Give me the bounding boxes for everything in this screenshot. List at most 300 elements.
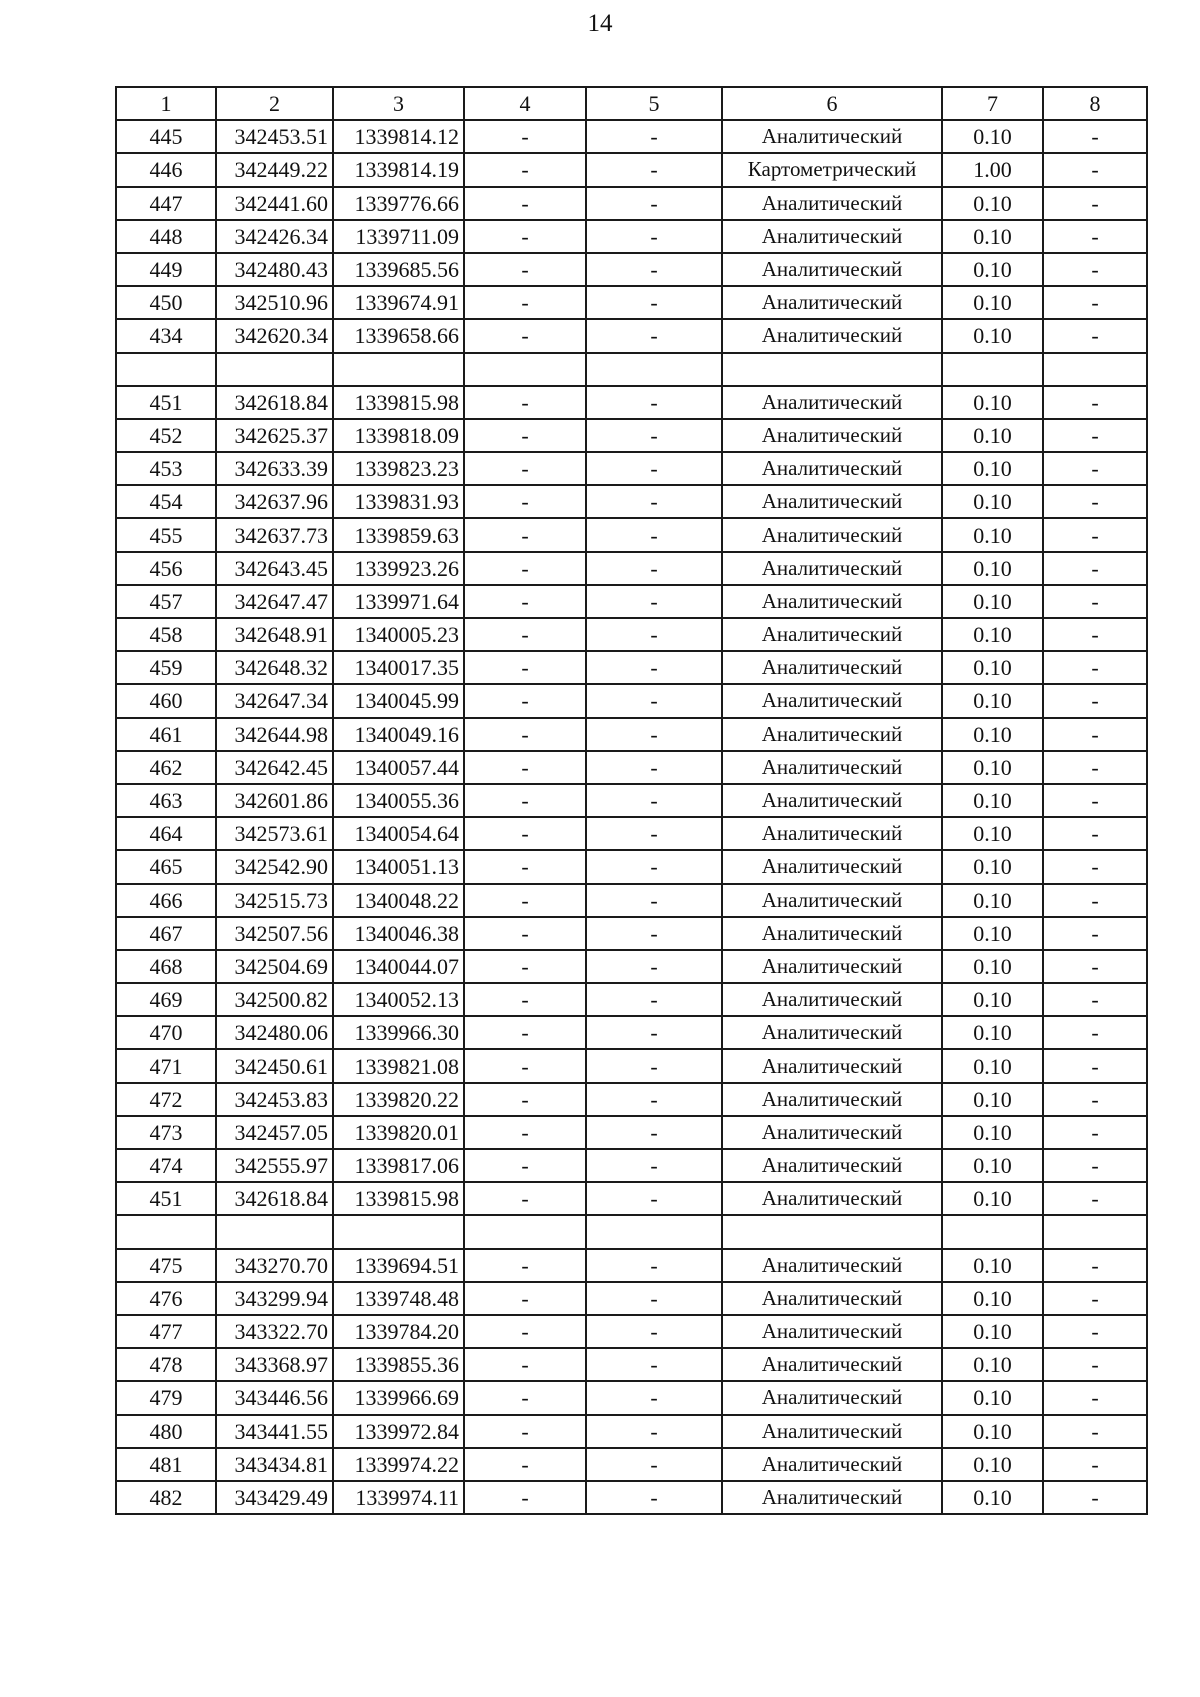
table-row [116,618,1147,651]
col-8-value-cell [1043,1215,1147,1248]
col-4-value-cell: - [464,1249,586,1282]
col-8-value-cell: - [1043,1381,1147,1414]
col-4-value-cell: - [464,1116,586,1149]
col-4-value-cell: - [464,1415,586,1448]
y-coordinate-cell: 1339815.98 [333,1182,464,1215]
point-number-cell: 459 [116,651,216,684]
col-8-value-cell: - [1043,1083,1147,1116]
col-4-value-cell: - [464,485,586,518]
col-8-value-cell: - [1043,1481,1147,1514]
col-4-value-cell: - [464,1083,586,1116]
y-coordinate-cell: 1339823.23 [333,452,464,485]
col-5-value-cell: - [586,1182,722,1215]
table-row [116,850,1147,883]
x-coordinate-cell: 342457.05 [216,1116,333,1149]
col-5-value-cell: - [586,220,722,253]
y-coordinate-cell: 1339814.12 [333,120,464,153]
method-cell: Аналитический [722,684,942,717]
point-number-cell: 450 [116,286,216,319]
table-row [116,319,1147,352]
col-4-value-cell: - [464,253,586,286]
x-coordinate-cell: 343368.97 [216,1348,333,1381]
table-row [116,518,1147,551]
method-cell: Аналитический [722,850,942,883]
accuracy-cell: 0.10 [942,319,1043,352]
point-number-cell: 468 [116,950,216,983]
col-5-value-cell: - [586,751,722,784]
y-coordinate-cell: 1339966.69 [333,1381,464,1414]
col-4-value-cell: - [464,319,586,352]
y-coordinate-cell: 1340044.07 [333,950,464,983]
y-coordinate-cell: 1339971.64 [333,585,464,618]
col-5-value-cell: - [586,1149,722,1182]
x-coordinate-cell: 342642.45 [216,751,333,784]
col-5-value-cell: - [586,950,722,983]
col-5-value-cell: - [586,419,722,452]
col-4-value-cell: - [464,950,586,983]
point-number-cell: 465 [116,850,216,883]
accuracy-cell: 0.10 [942,1149,1043,1182]
col-5-value-cell: - [586,485,722,518]
method-cell: Аналитический [722,1415,942,1448]
y-coordinate-cell: 1339815.98 [333,386,464,419]
table-row [116,1415,1147,1448]
point-number-cell: 481 [116,1448,216,1481]
x-coordinate-cell: 342625.37 [216,419,333,452]
table-row [116,153,1147,186]
col-4-value-cell: - [464,1016,586,1049]
col-4-value-cell: - [464,552,586,585]
col-5-value-cell: - [586,120,722,153]
method-cell: Аналитический [722,1282,942,1315]
col-4-value-cell: - [464,452,586,485]
x-coordinate-cell: 342637.96 [216,485,333,518]
point-number-cell: 461 [116,718,216,751]
point-number-cell: 453 [116,452,216,485]
y-coordinate-cell [333,1215,464,1248]
point-number-cell: 464 [116,817,216,850]
accuracy-cell: 0.10 [942,817,1043,850]
accuracy-cell: 0.10 [942,120,1043,153]
col-4-value-cell: - [464,751,586,784]
x-coordinate-cell: 343429.49 [216,1481,333,1514]
point-number-cell: 460 [116,684,216,717]
col-5-value-cell [586,1215,722,1248]
point-number-cell: 476 [116,1282,216,1315]
method-cell: Аналитический [722,585,942,618]
header-cell: 7 [942,87,1043,120]
y-coordinate-cell: 1339817.06 [333,1149,464,1182]
col-8-value-cell: - [1043,1282,1147,1315]
point-number-cell: 456 [116,552,216,585]
col-8-value-cell: - [1043,651,1147,684]
col-8-value-cell: - [1043,884,1147,917]
table-row [116,1182,1147,1215]
col-8-value-cell: - [1043,1448,1147,1481]
col-8-value-cell: - [1043,1149,1147,1182]
col-5-value-cell: - [586,684,722,717]
table-row [116,718,1147,751]
point-number-cell: 446 [116,153,216,186]
accuracy-cell: 0.10 [942,917,1043,950]
point-number-cell: 447 [116,187,216,220]
x-coordinate-cell: 342480.43 [216,253,333,286]
y-coordinate-cell: 1339972.84 [333,1415,464,1448]
y-coordinate-cell: 1340055.36 [333,784,464,817]
method-cell: Аналитический [722,1083,942,1116]
method-cell: Аналитический [722,1315,942,1348]
x-coordinate-cell: 343441.55 [216,1415,333,1448]
col-5-value-cell: - [586,552,722,585]
accuracy-cell: 0.10 [942,751,1043,784]
table-row [116,817,1147,850]
col-8-value-cell: - [1043,784,1147,817]
y-coordinate-cell: 1339694.51 [333,1249,464,1282]
x-coordinate-cell: 342450.61 [216,1049,333,1082]
y-coordinate-cell: 1339974.11 [333,1481,464,1514]
col-8-value-cell: - [1043,1049,1147,1082]
accuracy-cell: 0.10 [942,1016,1043,1049]
col-5-value-cell: - [586,1049,722,1082]
col-5-value-cell: - [586,1249,722,1282]
col-8-value-cell: - [1043,286,1147,319]
col-8-value-cell: - [1043,120,1147,153]
header-cell: 6 [722,87,942,120]
col-5-value-cell: - [586,1083,722,1116]
table-row [116,1282,1147,1315]
table-row [116,1083,1147,1116]
point-number-cell: 463 [116,784,216,817]
point-number-cell: 482 [116,1481,216,1514]
point-number-cell: 455 [116,518,216,551]
x-coordinate-cell: 343270.70 [216,1249,333,1282]
col-8-value-cell: - [1043,850,1147,883]
x-coordinate-cell: 342480.06 [216,1016,333,1049]
col-8-value-cell: - [1043,983,1147,1016]
point-number-cell: 478 [116,1348,216,1381]
col-5-value-cell: - [586,884,722,917]
y-coordinate-cell [333,353,464,386]
method-cell: Аналитический [722,187,942,220]
col-4-value-cell: - [464,220,586,253]
col-5-value-cell: - [586,917,722,950]
col-5-value-cell: - [586,1116,722,1149]
table-row [116,784,1147,817]
accuracy-cell: 0.10 [942,386,1043,419]
point-number-cell: 477 [116,1315,216,1348]
table-row [116,751,1147,784]
col-4-value-cell: - [464,153,586,186]
point-number-cell: 473 [116,1116,216,1149]
method-cell: Аналитический [722,751,942,784]
table-row [116,585,1147,618]
method-cell: Аналитический [722,950,942,983]
accuracy-cell: 0.10 [942,419,1043,452]
page-number: 14 [587,10,613,37]
method-cell: Аналитический [722,1116,942,1149]
col-4-value-cell: - [464,983,586,1016]
method-cell: Аналитический [722,817,942,850]
y-coordinate-cell: 1339859.63 [333,518,464,551]
point-number-cell [116,1215,216,1248]
point-number-cell: 448 [116,220,216,253]
table-row [116,452,1147,485]
x-coordinate-cell: 343299.94 [216,1282,333,1315]
y-coordinate-cell: 1339748.48 [333,1282,464,1315]
col-8-value-cell: - [1043,187,1147,220]
col-8-value-cell: - [1043,452,1147,485]
x-coordinate-cell: 342644.98 [216,718,333,751]
col-5-value-cell: - [586,983,722,1016]
y-coordinate-cell: 1339674.91 [333,286,464,319]
accuracy-cell: 0.10 [942,1049,1043,1082]
accuracy-cell: 0.10 [942,1448,1043,1481]
x-coordinate-cell: 342449.22 [216,153,333,186]
x-coordinate-cell: 342504.69 [216,950,333,983]
table-row [116,950,1147,983]
y-coordinate-cell: 1339831.93 [333,485,464,518]
table-row [116,1249,1147,1282]
header-row [116,87,1147,120]
col-8-value-cell: - [1043,1249,1147,1282]
header-cell: 4 [464,87,586,120]
col-5-value-cell: - [586,1448,722,1481]
col-8-value-cell [1043,353,1147,386]
y-coordinate-cell: 1340048.22 [333,884,464,917]
y-coordinate-cell: 1339711.09 [333,220,464,253]
y-coordinate-cell: 1340052.13 [333,983,464,1016]
method-cell: Аналитический [722,1381,942,1414]
x-coordinate-cell: 342618.84 [216,386,333,419]
x-coordinate-cell: 342573.61 [216,817,333,850]
col-5-value-cell: - [586,1016,722,1049]
col-8-value-cell: - [1043,1116,1147,1149]
point-number-cell: 445 [116,120,216,153]
col-8-value-cell: - [1043,1315,1147,1348]
method-cell: Аналитический [722,120,942,153]
accuracy-cell: 0.10 [942,253,1043,286]
y-coordinate-cell: 1339820.22 [333,1083,464,1116]
accuracy-cell [942,353,1043,386]
col-4-value-cell: - [464,187,586,220]
col-4-value-cell: - [464,386,586,419]
col-5-value-cell: - [586,286,722,319]
col-8-value-cell: - [1043,485,1147,518]
y-coordinate-cell: 1340046.38 [333,917,464,950]
point-number-cell: 451 [116,386,216,419]
col-8-value-cell: - [1043,220,1147,253]
header-cell: 8 [1043,87,1147,120]
method-cell: Аналитический [722,1448,942,1481]
col-5-value-cell: - [586,1381,722,1414]
accuracy-cell: 1.00 [942,153,1043,186]
y-coordinate-cell: 1339821.08 [333,1049,464,1082]
col-5-value-cell: - [586,1282,722,1315]
method-cell: Аналитический [722,718,942,751]
x-coordinate-cell: 342648.32 [216,651,333,684]
table-row [116,884,1147,917]
method-cell [722,1215,942,1248]
accuracy-cell: 0.10 [942,1083,1043,1116]
col-4-value-cell: - [464,1381,586,1414]
accuracy-cell: 0.10 [942,983,1043,1016]
table-row [116,917,1147,950]
table-row [116,651,1147,684]
col-8-value-cell: - [1043,917,1147,950]
y-coordinate-cell: 1340017.35 [333,651,464,684]
x-coordinate-cell: 342637.73 [216,518,333,551]
col-8-value-cell: - [1043,386,1147,419]
header-cell: 1 [116,87,216,120]
table-row [116,684,1147,717]
method-cell: Аналитический [722,1348,942,1381]
method-cell: Аналитический [722,618,942,651]
x-coordinate-cell: 342507.56 [216,917,333,950]
x-coordinate-cell [216,1215,333,1248]
col-4-value-cell: - [464,1348,586,1381]
col-4-value-cell: - [464,286,586,319]
method-cell: Аналитический [722,220,942,253]
method-cell [722,353,942,386]
col-4-value-cell: - [464,618,586,651]
col-8-value-cell: - [1043,1415,1147,1448]
method-cell: Аналитический [722,1049,942,1082]
point-number-cell: 458 [116,618,216,651]
col-8-value-cell: - [1043,684,1147,717]
y-coordinate-cell: 1339658.66 [333,319,464,352]
accuracy-cell: 0.10 [942,1182,1043,1215]
accuracy-cell: 0.10 [942,850,1043,883]
col-4-value-cell: - [464,1182,586,1215]
col-8-value-cell: - [1043,153,1147,186]
method-cell: Аналитический [722,884,942,917]
y-coordinate-cell: 1339784.20 [333,1315,464,1348]
accuracy-cell: 0.10 [942,618,1043,651]
col-8-value-cell: - [1043,552,1147,585]
table-row [116,419,1147,452]
point-number-cell [116,353,216,386]
x-coordinate-cell: 342647.34 [216,684,333,717]
method-cell: Аналитический [722,1149,942,1182]
x-coordinate-cell: 342453.51 [216,120,333,153]
point-number-cell: 462 [116,751,216,784]
table-row [116,286,1147,319]
table-row [116,1016,1147,1049]
y-coordinate-cell: 1339685.56 [333,253,464,286]
col-5-value-cell: - [586,153,722,186]
accuracy-cell [942,1215,1043,1248]
col-5-value-cell: - [586,1315,722,1348]
col-4-value-cell: - [464,120,586,153]
table-row [116,1348,1147,1381]
col-4-value-cell: - [464,1049,586,1082]
col-5-value-cell: - [586,784,722,817]
method-cell: Аналитический [722,552,942,585]
table-row [116,1448,1147,1481]
col-4-value-cell: - [464,651,586,684]
col-5-value-cell: - [586,1348,722,1381]
y-coordinate-cell: 1340045.99 [333,684,464,717]
col-8-value-cell: - [1043,618,1147,651]
table-row [116,187,1147,220]
table-row [116,120,1147,153]
col-5-value-cell: - [586,1481,722,1514]
col-4-value-cell: - [464,684,586,717]
method-cell: Аналитический [722,1249,942,1282]
table-row [116,552,1147,585]
table-row [116,1381,1147,1414]
accuracy-cell: 0.10 [942,718,1043,751]
x-coordinate-cell: 342633.39 [216,452,333,485]
table-header [116,87,1147,120]
header-cell: 5 [586,87,722,120]
method-cell: Аналитический [722,1016,942,1049]
col-4-value-cell: - [464,1315,586,1348]
table-row [116,1149,1147,1182]
col-8-value-cell: - [1043,751,1147,784]
method-cell: Аналитический [722,651,942,684]
x-coordinate-cell: 343322.70 [216,1315,333,1348]
accuracy-cell: 0.10 [942,187,1043,220]
col-4-value-cell [464,1215,586,1248]
col-4-value-cell: - [464,518,586,551]
x-coordinate-cell: 342555.97 [216,1149,333,1182]
point-number-cell: 466 [116,884,216,917]
col-8-value-cell: - [1043,817,1147,850]
col-4-value-cell: - [464,817,586,850]
method-cell: Картометрический [722,153,942,186]
x-coordinate-cell: 343446.56 [216,1381,333,1414]
point-number-cell: 475 [116,1249,216,1282]
method-cell: Аналитический [722,784,942,817]
accuracy-cell: 0.10 [942,1116,1043,1149]
x-coordinate-cell: 342648.91 [216,618,333,651]
col-5-value-cell: - [586,651,722,684]
table-row [116,253,1147,286]
method-cell: Аналитический [722,452,942,485]
col-8-value-cell: - [1043,718,1147,751]
col-4-value-cell: - [464,1149,586,1182]
col-5-value-cell: - [586,187,722,220]
method-cell: Аналитический [722,386,942,419]
x-coordinate-cell: 342500.82 [216,983,333,1016]
col-5-value-cell: - [586,386,722,419]
accuracy-cell: 0.10 [942,1481,1043,1514]
point-number-cell: 479 [116,1381,216,1414]
accuracy-cell: 0.10 [942,585,1043,618]
accuracy-cell: 0.10 [942,1249,1043,1282]
point-number-cell: 467 [116,917,216,950]
coordinates-table [115,86,1148,1515]
col-8-value-cell: - [1043,1348,1147,1381]
x-coordinate-cell: 342601.86 [216,784,333,817]
col-5-value-cell: - [586,1415,722,1448]
accuracy-cell: 0.10 [942,552,1043,585]
col-4-value-cell [464,353,586,386]
point-number-cell: 454 [116,485,216,518]
method-cell: Аналитический [722,319,942,352]
accuracy-cell: 0.10 [942,452,1043,485]
col-8-value-cell: - [1043,253,1147,286]
x-coordinate-cell: 342620.34 [216,319,333,352]
y-coordinate-cell: 1339818.09 [333,419,464,452]
x-coordinate-cell: 342453.83 [216,1083,333,1116]
col-4-value-cell: - [464,917,586,950]
table-row [116,1049,1147,1082]
y-coordinate-cell: 1340005.23 [333,618,464,651]
point-number-cell: 457 [116,585,216,618]
col-5-value-cell [586,353,722,386]
